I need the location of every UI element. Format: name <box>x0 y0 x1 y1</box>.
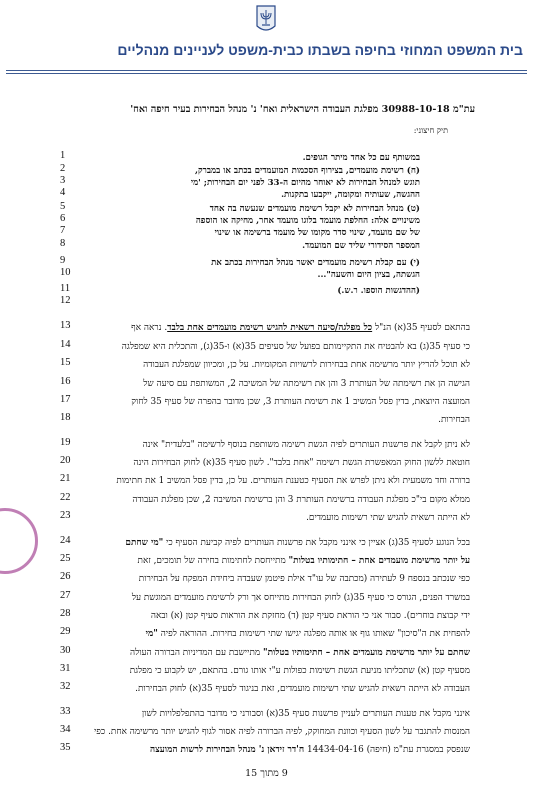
line-number: 4 <box>60 187 66 198</box>
line-number: 27 <box>60 590 71 601</box>
body-line: שנפסק במסגרת עת"מ (חיפה) 14434-04-16 ח'דר זידאן נ' מנהל הבחירות לרשות המועצה <box>150 745 470 755</box>
quote-line: של שם מועמד, שינוי סדר מקומו של מועמד ברשימה או שינוי <box>214 228 420 238</box>
line-number: 31 <box>60 663 71 674</box>
body-line: להפחית את ה"סיכון" שאותו גוף או אותה מפלגה יגישו שתי רשימות בחירות. ההוראה לפיה "מי <box>145 629 470 639</box>
line-number: 13 <box>60 320 71 331</box>
header-divider-second <box>6 73 527 74</box>
header-divider <box>6 70 527 71</box>
body-line: בהתאם לסעיף 35(א) הנ"ל כל מפלגה/סיעה רשאית להגיש רשימת מועמדים אחת בלבד. נראה אף <box>131 323 470 333</box>
quote-line: ההגשה, שעותיה ומקומה, ייקבעו בתקנות. <box>281 190 420 200</box>
line-number: 28 <box>60 608 71 619</box>
line-number: 17 <box>60 394 71 405</box>
emphasized-text: "מי <box>145 629 158 639</box>
emphasized-text: על יותר מרשימת מועמדים אחת – חתימותיו בטלות" <box>288 556 470 566</box>
body-line: כפי שנכתב בנספח 9 לעתירה (מכתבה של עו"ד אילת פיטמן שעבדה ביחידת המפקח על הבחירות <box>138 574 470 584</box>
line-number: 8 <box>60 238 66 249</box>
line-number: 14 <box>60 339 71 350</box>
emphasized-text: כל מפלגה/סיעה רשאית להגיש רשימת מועמדים אחת בלבד <box>167 323 373 333</box>
line-number: 32 <box>60 681 71 692</box>
body-line: כי סעיף 35(ג) בא להבטיח את התקיימותם בפועל של סעיפים 35(א) ו-35(ג), והתכלית היא שמפלגה <box>121 342 470 352</box>
line-number: 26 <box>60 571 71 582</box>
emphasized-text: שחתם על יותר מרשימת מועמדים אחת – חתימותיו בטלות" <box>262 648 470 658</box>
line-number: 7 <box>60 225 66 236</box>
quote-line: (ההדגשות הוספו. ר.ש.) <box>337 286 420 296</box>
line-number: 18 <box>60 412 71 423</box>
body-line: שחתם על יותר מרשימת מועמדים אחת – חתימותיו בטלות" מתיישבת עם המדיניות הברורה העולה <box>129 648 470 658</box>
body-line: ברורה וחד משמעית ולא ניתן לפרש את הסעיף כטענת העותרים. על כן, בדין פסל המשיב 1 את חתימות <box>116 476 470 486</box>
line-number: 34 <box>60 724 71 735</box>
body-line: העבודה לא הייתה רשאית להגיש שתי רשימות מועמדים, זאת בניגוד לסעיף 35(א) לחוק הבחירות. <box>135 684 470 694</box>
line-number: 1 <box>60 150 66 161</box>
body-line: לא הייתה רשאית להגיש שתי רשימות מועמדים. <box>306 513 470 523</box>
body-line: לא תוכל להריץ יותר מרשימה אחת בבחירות לרשויות המקומיות. על כן, ומכיוון שמפלגת העבודה <box>143 360 470 370</box>
quote-line: (ח) רשימת מועמדים, בצירוף הסכמות המועמדים בכתב או במברק, <box>195 166 420 176</box>
page-number: 9 מתוך 15 <box>245 768 288 779</box>
body-line: בכל הנוגע לסעיף 35(ג) אציין כי אינני מקבל את פרשנות העותרים לפיה קביעת הסעיף כי "מי שחתם <box>125 538 470 548</box>
court-stamp <box>0 508 38 574</box>
quote-line: (י) עם קבלת רשימת מועמדים יאשר מנהל הבחירות בכתב את <box>211 258 420 268</box>
body-line: ידי קבוצת בוחרים). סבור אני כי הוראת סעיף קטן (ד) מחזקת את הוראות סעיף קטן (א) ובאה <box>150 611 470 621</box>
case-title: עת"מ 30988-10-18 מפלגת העבודה הישראלית ואח' נ' מנהל הבחירות בעיר חיפה ואח' <box>130 104 475 115</box>
quote-line: תוגש למנהל הבחירות לא יאוחר מהיום ה-33 לפני יום הבחירות; 'מי <box>190 178 420 188</box>
line-number: 9 <box>60 255 66 266</box>
body-line: לא ניתן לקבל את פרשנות העותרים לפיה הגשת רשימה משותפת בנוסף לרשימה "בלעדית" אינה <box>142 440 470 450</box>
related-case-label: תיק חיצוני: <box>413 126 448 135</box>
body-line: ממלא מקום בי"כ מפלגת העבודה ברשימת העותרת 3 והן ברשימת המשיבה 2, שכן מפלגת העבודה <box>132 495 470 505</box>
line-number: 21 <box>60 473 71 484</box>
body-line: חוטאת ללשון החוק המאפשרת הגשת רשימה "אחת בלבד". לשון סעיף 35(א) לחוק הבחירות הינה <box>133 458 470 468</box>
line-number: 29 <box>60 626 71 637</box>
menorah-emblem-icon <box>255 4 277 34</box>
line-number: 35 <box>60 742 71 753</box>
line-number: 5 <box>60 201 66 212</box>
line-number: 2 <box>60 163 66 174</box>
line-number: 22 <box>60 492 71 503</box>
quote-line: משינויים אלה: החלפת מועמד בלוגו מועמד אחר, מחיקה או הוספה <box>195 216 420 226</box>
body-line: מסעיף קטן (א) שתכליתו מניעת הגשת רשימות כפולות ע"י אותו גורם. בהתאם, יש לקבוע כי מפלגת <box>129 666 470 676</box>
quote-line: במשותף עם כל אחד מיתר הגופים. <box>302 153 420 163</box>
quote-line: המספר הסידורי שליד שם המועמד. <box>302 241 420 251</box>
line-number: 10 <box>60 267 71 278</box>
body-line: הבחירות. <box>438 415 470 425</box>
line-number: 3 <box>60 175 66 186</box>
line-number: 33 <box>60 706 71 717</box>
line-number: 6 <box>60 213 66 224</box>
line-number: 11 <box>60 283 71 294</box>
body-line: על יותר מרשימת מועמדים אחת – חתימותיו בטלות" מתייחסת לחתימות בחירה של תומכים, זאת <box>137 556 470 566</box>
line-number: 19 <box>60 437 71 448</box>
line-number: 16 <box>60 376 71 387</box>
line-number: 30 <box>60 645 71 656</box>
body-line: המנסות להתגבר על לשון הסעיף וכוונת המחוקק, לפיה הברורה לפיה אסור לגוף להגיש יותר מרשימה אחת. כפי <box>93 727 470 737</box>
body-line: אינני מקבל את טענות העותרים לעניין פרשנות סעיף 35(א) וסבורני כי מדובר בהתפלפלויות לשון <box>141 709 470 719</box>
body-line: הגישה הן את רשימתה של העותרת 3 והן את רשימתה של המשיבה 2, המשותפת עם סיעה של <box>143 379 470 389</box>
quote-line: הגשתה, בציון היום והשעה"... <box>317 270 420 280</box>
line-number: 20 <box>60 455 71 466</box>
line-number: 12 <box>60 295 71 306</box>
line-number: 25 <box>60 553 71 564</box>
line-number: 23 <box>60 510 71 521</box>
court-name: בית המשפט המחוזי בחיפה בשבתו כבית-משפט לעניינים מנהליים <box>117 42 523 58</box>
line-number: 15 <box>60 357 71 368</box>
emphasized-text: "מי שחתם <box>125 538 164 548</box>
body-line: במשרד הפנים, הגורס כי סעיף 35(ג) לחוק הבחירות מתייחס אך ורק לרשימת מועמדים המוגשת על <box>131 593 470 603</box>
body-line: המועצה היוצאת, בדין פסל המשיב 1 את רשימת העותרת 3, שכן מדובר בהפרה של סעיף 35 לחוק <box>131 397 470 407</box>
quote-line: (ט) מנהל הבחירות לא יקבל רשימת מועמדים שנעשה בה אחד <box>209 204 420 214</box>
emphasized-text: ח'דר זידאן נ' מנהל הבחירות לרשות המועצה <box>150 745 305 755</box>
line-number: 24 <box>60 535 71 546</box>
